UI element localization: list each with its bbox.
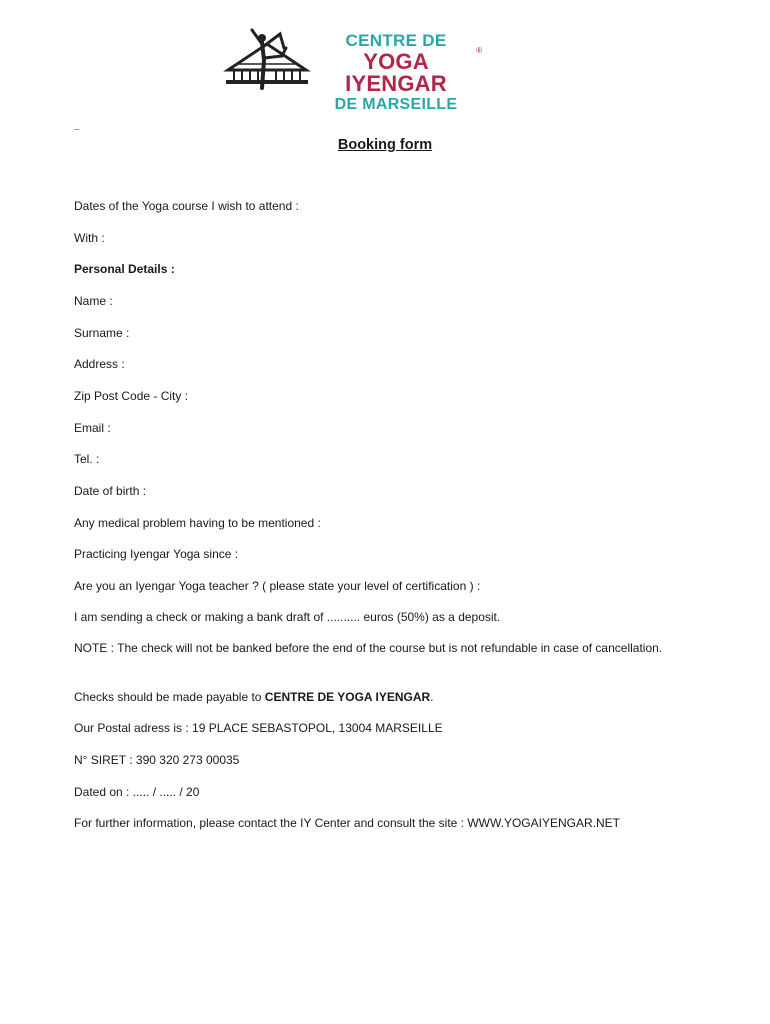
deposit-text: I am sending a check or making a bank draft of .......... euros (50%) as a deposit. (74, 610, 501, 624)
zip-city-label: Zip Post Code - City : (74, 389, 189, 403)
payable-name: CENTRE DE YOGA IYENGAR (264, 690, 431, 704)
siret-text: N° SIRET : 390 320 273 00035 (74, 753, 240, 767)
centre-logo (222, 26, 484, 113)
page-title: Booking form (337, 137, 433, 153)
practicing-since-label: Practicing Iyengar Yoga since : (74, 547, 239, 561)
email-label: Email : (74, 421, 111, 435)
logo-wordmark (310, 32, 482, 113)
postal-address-text: Our Postal adress is : 19 PLACE SEBASTOPOL, 13004 MARSEILLE (74, 721, 443, 735)
note-text: NOTE : The check will not be banked before the end of the course but is not refundable in case of cancellation. (74, 641, 663, 655)
surname-label: Surname : (74, 326, 130, 340)
date-of-birth-label: Date of birth : (74, 484, 147, 498)
logo-line-de-marseille: DE MARSEILLE (334, 96, 458, 113)
registered-mark: ® (476, 46, 482, 55)
payable-prefix: Checks should be made payable to (74, 690, 265, 704)
further-info-text: For further information, please contact the IY Center and consult the site : WWW.YOGAIYENGAR.NET (74, 816, 620, 830)
header-dash: – (74, 124, 80, 135)
name-label: Name : (74, 294, 113, 308)
medical-problem-label: Any medical problem having to be mentioned : (74, 516, 321, 530)
teacher-certification-label: Are you an Iyengar Yoga teacher ? ( please state your level of certification ) : (74, 579, 481, 593)
dated-on-label: Dated on : ..... / ..... / 20 (74, 785, 200, 799)
with-label: With : (74, 231, 105, 245)
personal-details-heading: Personal Details : (74, 262, 175, 276)
address-label: Address : (74, 357, 125, 371)
payable-suffix: . (430, 690, 434, 704)
yoga-pose-dome-icon (222, 26, 312, 92)
tel-label: Tel. : (74, 452, 100, 466)
logo-line-yoga-iyengar: YOGA IYENGAR (345, 49, 447, 96)
payable-text (74, 689, 434, 706)
logo-line-centre-de: CENTRE DE (345, 31, 447, 50)
course-dates-label: Dates of the Yoga course I wish to attend : (74, 199, 299, 213)
